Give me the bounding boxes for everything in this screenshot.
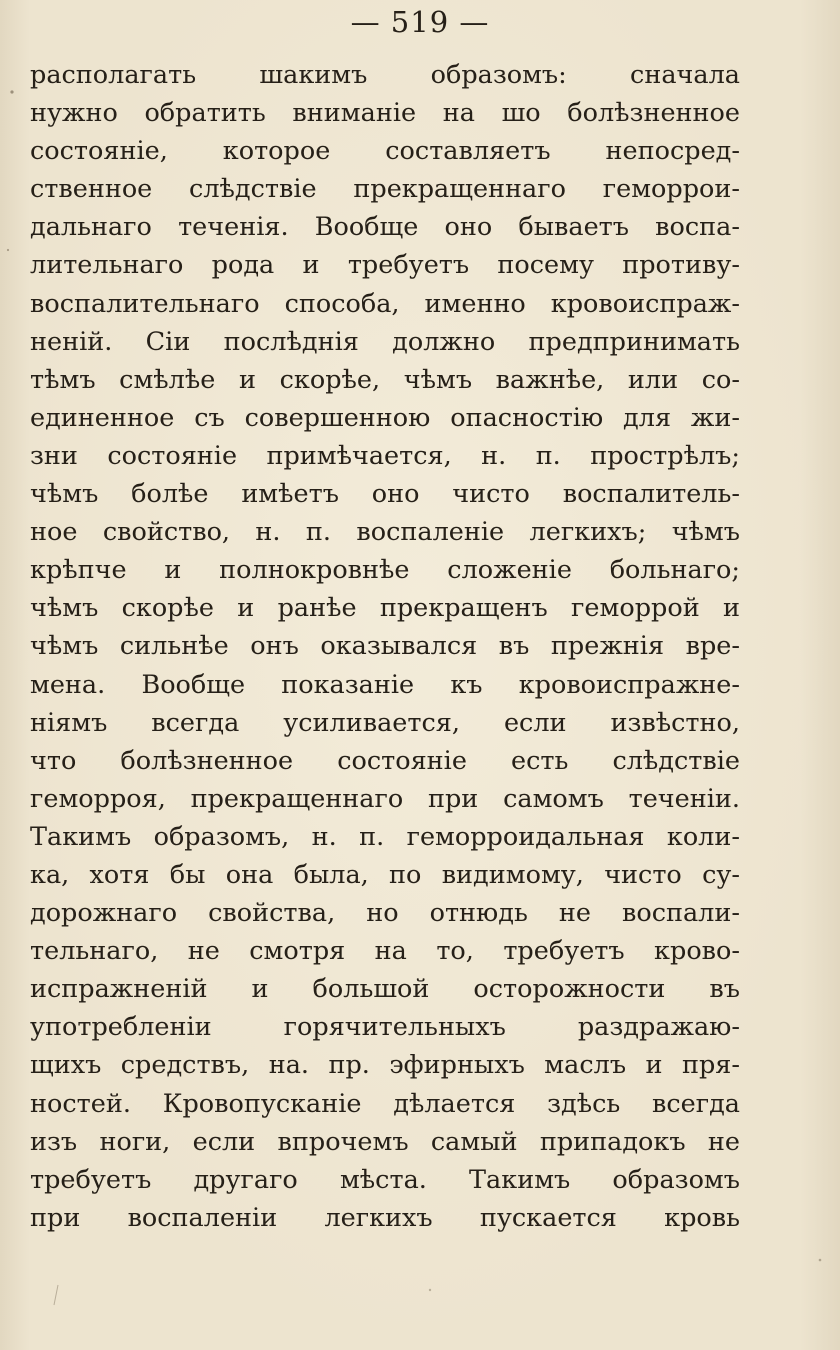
text-line: чѣмъ сильнѣе онъ оказывался въ прежнія вре- <box>30 631 740 662</box>
text-line: ніямъ всегда усиливается, если извѣстно, <box>30 707 740 738</box>
text-line: ностей. Кровопусканіе дѣлается здѣсь всегда <box>30 1088 740 1119</box>
text-line: крѣпче и полнокровнѣе сложеніе больнаго; <box>30 555 740 586</box>
text-line: испражненій и большой осторожности въ <box>30 974 740 1005</box>
text-line: воспалительнаго способа, именно кровоиспраж- <box>30 288 740 319</box>
text-line: геморроя, прекращеннаго при самомъ теченіи. <box>30 783 740 814</box>
text-line: изъ ноги, если впрочемъ самый припадокъ не <box>30 1126 740 1157</box>
text-line: дорожнаго свойства, но отнюдь не воспали- <box>30 898 740 929</box>
text-line: состояніе, которое составляетъ непосред- <box>30 136 740 167</box>
text-line: что болѣзненное состояніе есть слѣдствіе <box>30 745 740 776</box>
text-line: нужно обратить вниманіе на шо болѣзненное <box>30 98 740 129</box>
text-line: тѣмъ смѣлѣе и скорѣе, чѣмъ важнѣе, или со- <box>30 364 740 395</box>
page-number: — 519 — <box>350 5 490 39</box>
text-line: щихъ средствъ, на. пр. эфирныхъ маслъ и пря- <box>30 1050 740 1081</box>
text-line: зни состояніе примѣчается, н. п. прострѣлъ; <box>30 440 740 471</box>
text-line: дальнаго теченія. Вообще оно бываетъ воспа- <box>30 212 740 243</box>
page-body-text <box>30 56 740 1237</box>
text-line: тельнаго, не смотря на то, требуетъ крово- <box>30 936 740 967</box>
text-line: Такимъ образомъ, н. п. геморроидальная коли- <box>30 821 740 852</box>
text-line: ка, хотя бы она была, по видимому, чисто су- <box>30 859 740 890</box>
text-line: чѣмъ болѣе имѣетъ оно чисто воспалитель- <box>30 479 740 510</box>
text-line: располагать шакимъ образомъ: сначала <box>30 60 740 90</box>
text-line: чѣмъ скорѣе и ранѣе прекращенъ геморрой и <box>30 593 740 624</box>
text-line: неній. Сіи послѣднія должно предпринимать <box>30 326 740 357</box>
text-line: употребленіи горячительныхъ раздражаю- <box>30 1012 740 1043</box>
text-line: требуетъ другаго мѣста. Такимъ образомъ <box>30 1164 740 1195</box>
text-line: ное свойство, н. п. воспаленіе легкихъ; чѣмъ <box>30 517 740 548</box>
text-line: лительнаго рода и требуетъ посему противу- <box>30 250 740 281</box>
text-line: мена. Вообще показаніе къ кровоиспражне- <box>30 669 740 700</box>
text-line: ственное слѣдствіе прекращеннаго геморрои- <box>30 174 740 205</box>
text-line: при воспаленіи легкихъ пускается кровь <box>30 1202 740 1233</box>
text-line: единенное съ совершенною опасностію для жи- <box>30 402 740 433</box>
